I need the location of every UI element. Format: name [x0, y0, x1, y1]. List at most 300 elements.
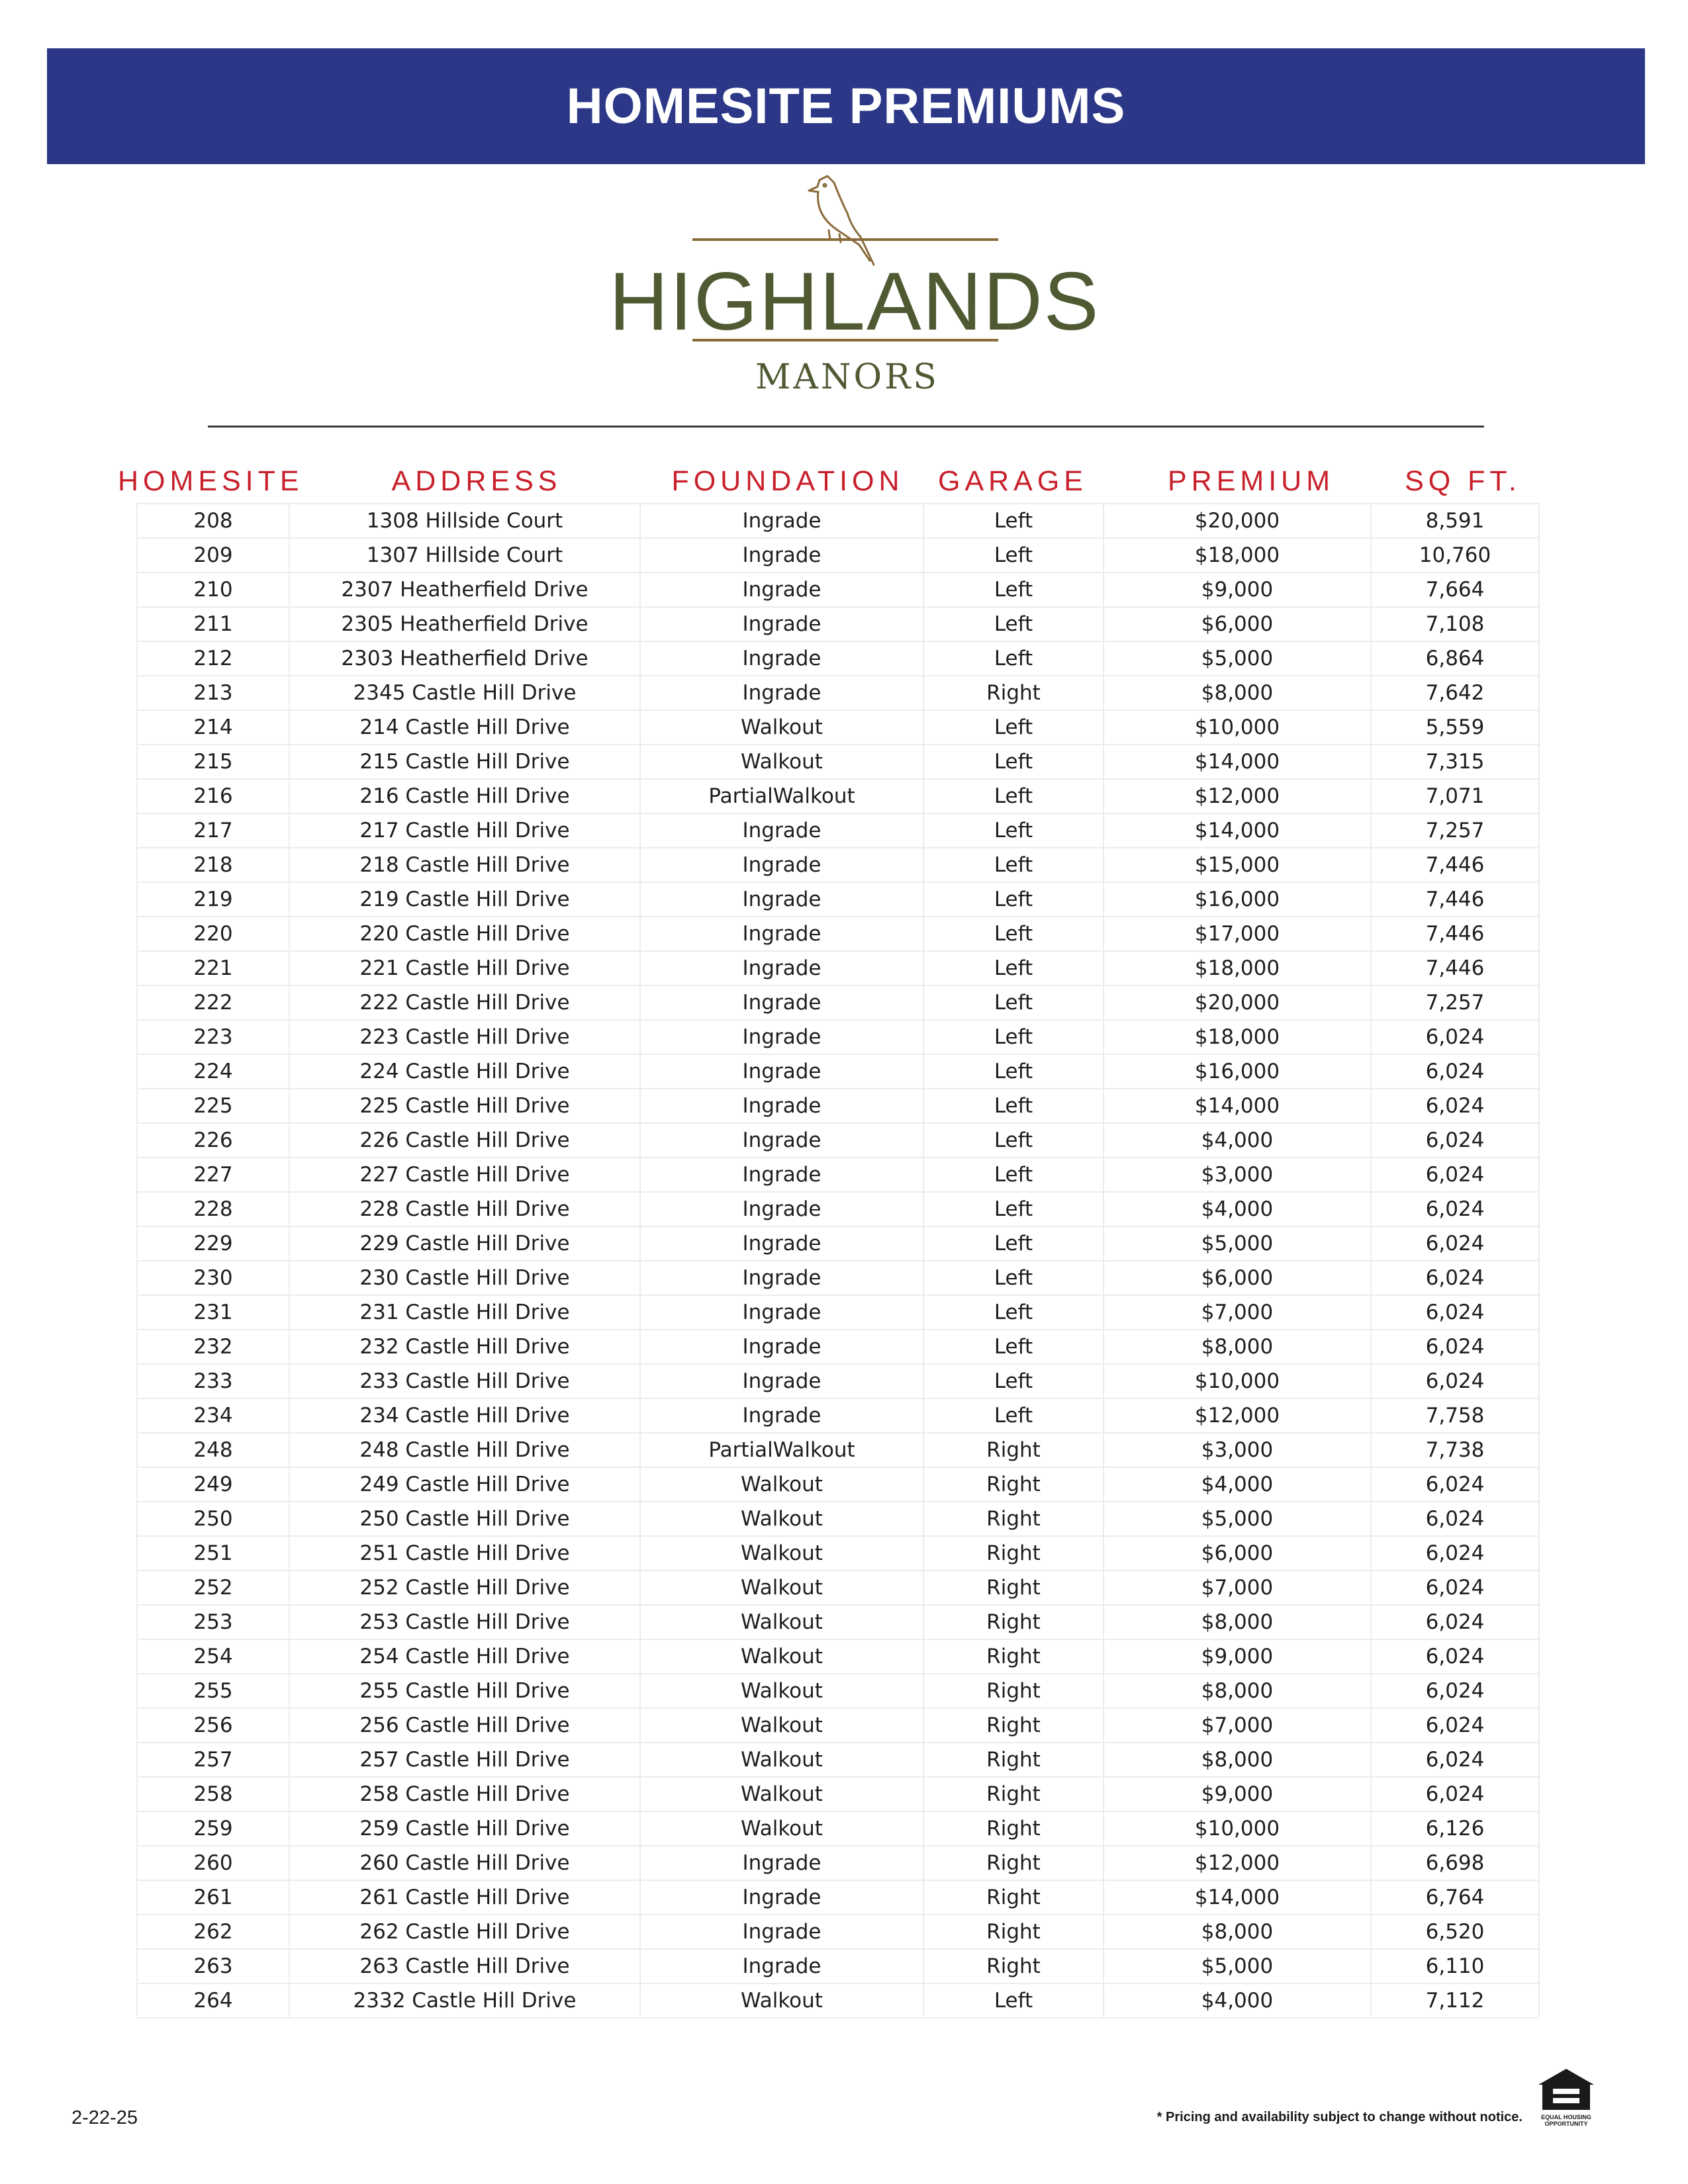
cell-sqft: 7,738 [1371, 1433, 1539, 1467]
cell-garage: Left [923, 813, 1103, 848]
cell-premium: $7,000 [1103, 1708, 1371, 1743]
cell-sqft: 6,520 [1371, 1915, 1539, 1949]
cell-premium: $10,000 [1103, 710, 1371, 745]
cell-homesite: 210 [137, 572, 289, 607]
cell-homesite: 219 [137, 882, 289, 917]
cell-address: 232 Castle Hill Drive [289, 1330, 640, 1364]
header-divider [208, 426, 1484, 428]
cell-premium: $8,000 [1103, 676, 1371, 710]
cell-sqft: 6,024 [1371, 1743, 1539, 1777]
cell-sqft: 6,024 [1371, 1708, 1539, 1743]
cell-garage: Left [923, 1192, 1103, 1226]
table-row [137, 1502, 1539, 1536]
cell-foundation: Walkout [640, 1605, 923, 1639]
cell-address: 2345 Castle Hill Drive [289, 676, 640, 710]
table-row [137, 1398, 1539, 1433]
cell-foundation: Ingrade [640, 607, 923, 641]
cell-garage: Left [923, 917, 1103, 951]
cell-premium: $4,000 [1103, 1467, 1371, 1502]
cell-garage: Right [923, 1433, 1103, 1467]
cell-homesite: 215 [137, 745, 289, 779]
highlands-manors-logo [609, 173, 1100, 412]
cell-foundation: Ingrade [640, 504, 923, 538]
cell-homesite: 264 [137, 1983, 289, 2018]
cell-homesite: 221 [137, 951, 289, 985]
cell-homesite: 228 [137, 1192, 289, 1226]
cell-foundation: Walkout [640, 1467, 923, 1502]
table-row [137, 1158, 1539, 1192]
cell-garage: Left [923, 1089, 1103, 1123]
cell-foundation: Walkout [640, 1570, 923, 1605]
table-row [137, 1364, 1539, 1398]
cell-premium: $18,000 [1103, 1020, 1371, 1054]
cell-foundation: Walkout [640, 710, 923, 745]
cell-sqft: 7,112 [1371, 1983, 1539, 2018]
cell-address: 257 Castle Hill Drive [289, 1743, 640, 1777]
cell-sqft: 6,126 [1371, 1811, 1539, 1846]
cell-sqft: 6,024 [1371, 1467, 1539, 1502]
table-row [137, 1708, 1539, 1743]
cell-foundation: Ingrade [640, 1949, 923, 1983]
cell-foundation: Ingrade [640, 1158, 923, 1192]
cell-sqft: 6,024 [1371, 1777, 1539, 1811]
cell-homesite: 224 [137, 1054, 289, 1089]
cell-garage: Left [923, 1123, 1103, 1158]
cell-address: 218 Castle Hill Drive [289, 848, 640, 882]
cell-sqft: 7,446 [1371, 917, 1539, 951]
col-header-premium: PREMIUM [1167, 465, 1335, 497]
cell-foundation: Ingrade [640, 1226, 923, 1261]
cell-premium: $6,000 [1103, 1536, 1371, 1570]
cell-address: 230 Castle Hill Drive [289, 1261, 640, 1295]
cell-garage: Left [923, 985, 1103, 1020]
table-row [137, 1811, 1539, 1846]
cell-foundation: Walkout [640, 1743, 923, 1777]
cell-garage: Right [923, 1467, 1103, 1502]
cell-address: 217 Castle Hill Drive [289, 813, 640, 848]
table-row [137, 1983, 1539, 2018]
table-body [137, 504, 1539, 2018]
cell-foundation: Ingrade [640, 641, 923, 676]
table-row [137, 1570, 1539, 1605]
cell-foundation: Ingrade [640, 538, 923, 572]
cell-garage: Left [923, 504, 1103, 538]
cell-sqft: 7,446 [1371, 951, 1539, 985]
cell-address: 255 Castle Hill Drive [289, 1674, 640, 1708]
cell-premium: $16,000 [1103, 1054, 1371, 1089]
table-row [137, 607, 1539, 641]
cell-sqft: 7,257 [1371, 813, 1539, 848]
cell-foundation: Walkout [640, 1674, 923, 1708]
cell-homesite: 260 [137, 1846, 289, 1880]
cell-address: 252 Castle Hill Drive [289, 1570, 640, 1605]
cell-garage: Left [923, 1398, 1103, 1433]
cell-foundation: Walkout [640, 745, 923, 779]
title-banner [47, 48, 1645, 164]
cell-homesite: 252 [137, 1570, 289, 1605]
cell-garage: Right [923, 1570, 1103, 1605]
cell-garage: Right [923, 1708, 1103, 1743]
cell-premium: $15,000 [1103, 848, 1371, 882]
cell-foundation: Ingrade [640, 1054, 923, 1089]
cell-homesite: 214 [137, 710, 289, 745]
cell-sqft: 7,257 [1371, 985, 1539, 1020]
cell-address: 260 Castle Hill Drive [289, 1846, 640, 1880]
cell-sqft: 6,024 [1371, 1123, 1539, 1158]
table-row [137, 572, 1539, 607]
cell-garage: Right [923, 1743, 1103, 1777]
col-header-garage: GARAGE [938, 465, 1088, 497]
cell-sqft: 6,024 [1371, 1605, 1539, 1639]
cell-garage: Left [923, 848, 1103, 882]
cell-garage: Left [923, 1983, 1103, 2018]
cell-homesite: 220 [137, 917, 289, 951]
table-row [137, 1915, 1539, 1949]
cell-address: 222 Castle Hill Drive [289, 985, 640, 1020]
cell-garage: Left [923, 745, 1103, 779]
cell-garage: Right [923, 1502, 1103, 1536]
cell-garage: Left [923, 572, 1103, 607]
cell-foundation: Ingrade [640, 813, 923, 848]
cell-sqft: 6,024 [1371, 1536, 1539, 1570]
table-row [137, 538, 1539, 572]
cell-address: 253 Castle Hill Drive [289, 1605, 640, 1639]
cell-address: 263 Castle Hill Drive [289, 1949, 640, 1983]
cell-premium: $12,000 [1103, 779, 1371, 813]
cell-sqft: 6,024 [1371, 1089, 1539, 1123]
column-headers [0, 461, 1688, 501]
cell-homesite: 209 [137, 538, 289, 572]
cell-sqft: 6,024 [1371, 1570, 1539, 1605]
cell-homesite: 226 [137, 1123, 289, 1158]
cell-sqft: 6,024 [1371, 1261, 1539, 1295]
cell-garage: Right [923, 1811, 1103, 1846]
cell-sqft: 6,864 [1371, 641, 1539, 676]
cell-premium: $5,000 [1103, 641, 1371, 676]
cell-foundation: Ingrade [640, 1880, 923, 1915]
cell-homesite: 213 [137, 676, 289, 710]
cell-homesite: 263 [137, 1949, 289, 1983]
cell-address: 258 Castle Hill Drive [289, 1777, 640, 1811]
cell-foundation: Ingrade [640, 1123, 923, 1158]
cell-garage: Left [923, 1020, 1103, 1054]
cell-premium: $5,000 [1103, 1949, 1371, 1983]
cell-foundation: Ingrade [640, 572, 923, 607]
cell-premium: $12,000 [1103, 1846, 1371, 1880]
cell-premium: $10,000 [1103, 1364, 1371, 1398]
cell-address: 259 Castle Hill Drive [289, 1811, 640, 1846]
cell-sqft: 6,024 [1371, 1158, 1539, 1192]
cell-sqft: 6,024 [1371, 1020, 1539, 1054]
cell-garage: Left [923, 1295, 1103, 1330]
cell-foundation: Ingrade [640, 1020, 923, 1054]
cell-premium: $8,000 [1103, 1915, 1371, 1949]
cell-sqft: 5,559 [1371, 710, 1539, 745]
cell-foundation: Ingrade [640, 1398, 923, 1433]
table-row [137, 985, 1539, 1020]
cell-foundation: Ingrade [640, 917, 923, 951]
cell-foundation: PartialWalkout [640, 1433, 923, 1467]
cell-garage: Right [923, 1605, 1103, 1639]
equal-housing-opportunity-icon [1533, 2066, 1599, 2114]
table-row [137, 1846, 1539, 1880]
cell-premium: $14,000 [1103, 745, 1371, 779]
cell-premium: $18,000 [1103, 951, 1371, 985]
cell-address: 223 Castle Hill Drive [289, 1020, 640, 1054]
cell-premium: $17,000 [1103, 917, 1371, 951]
table-row [137, 1020, 1539, 1054]
cell-address: 225 Castle Hill Drive [289, 1089, 640, 1123]
table-row [137, 1433, 1539, 1467]
cell-address: 248 Castle Hill Drive [289, 1433, 640, 1467]
cell-homesite: 212 [137, 641, 289, 676]
cell-homesite: 218 [137, 848, 289, 882]
table-row [137, 1123, 1539, 1158]
cell-premium: $3,000 [1103, 1158, 1371, 1192]
cell-address: 2303 Heatherfield Drive [289, 641, 640, 676]
cell-garage: Left [923, 951, 1103, 985]
cell-address: 221 Castle Hill Drive [289, 951, 640, 985]
cell-garage: Right [923, 676, 1103, 710]
pricing-disclaimer: * Pricing and availability subject to change without notice. [1156, 2110, 1523, 2124]
logo-subtitle: MANORS [755, 357, 939, 397]
cell-premium: $7,000 [1103, 1570, 1371, 1605]
cell-premium: $14,000 [1103, 813, 1371, 848]
cell-garage: Right [923, 1949, 1103, 1983]
cell-sqft: 7,446 [1371, 882, 1539, 917]
cell-address: 262 Castle Hill Drive [289, 1915, 640, 1949]
table-row [137, 1089, 1539, 1123]
cell-homesite: 211 [137, 607, 289, 641]
cell-sqft: 7,642 [1371, 676, 1539, 710]
cell-sqft: 6,024 [1371, 1295, 1539, 1330]
cell-garage: Left [923, 641, 1103, 676]
cell-garage: Right [923, 1639, 1103, 1674]
table-row [137, 1536, 1539, 1570]
cell-sqft: 7,071 [1371, 779, 1539, 813]
cell-address: 251 Castle Hill Drive [289, 1536, 640, 1570]
cell-foundation: Ingrade [640, 676, 923, 710]
col-header-sqft: SQ FT. [1405, 465, 1521, 497]
table-row [137, 710, 1539, 745]
page-title: HOMESITE PREMIUMS [566, 78, 1126, 134]
table-row [137, 1467, 1539, 1502]
cell-garage: Left [923, 1364, 1103, 1398]
cell-foundation: PartialWalkout [640, 779, 923, 813]
cell-address: 224 Castle Hill Drive [289, 1054, 640, 1089]
cell-homesite: 230 [137, 1261, 289, 1295]
cell-foundation: Ingrade [640, 1364, 923, 1398]
cell-garage: Left [923, 1330, 1103, 1364]
cell-premium: $4,000 [1103, 1192, 1371, 1226]
cell-garage: Left [923, 1054, 1103, 1089]
table-row [137, 1949, 1539, 1983]
cell-premium: $3,000 [1103, 1433, 1371, 1467]
cell-foundation: Walkout [640, 1983, 923, 2018]
cell-homesite: 233 [137, 1364, 289, 1398]
cell-address: 233 Castle Hill Drive [289, 1364, 640, 1398]
table-row [137, 779, 1539, 813]
cell-homesite: 223 [137, 1020, 289, 1054]
cell-address: 231 Castle Hill Drive [289, 1295, 640, 1330]
cell-address: 250 Castle Hill Drive [289, 1502, 640, 1536]
cell-homesite: 249 [137, 1467, 289, 1502]
cell-sqft: 6,698 [1371, 1846, 1539, 1880]
table-row [137, 1226, 1539, 1261]
cell-homesite: 251 [137, 1536, 289, 1570]
cell-garage: Right [923, 1777, 1103, 1811]
cell-premium: $16,000 [1103, 882, 1371, 917]
cell-garage: Left [923, 779, 1103, 813]
cell-foundation: Ingrade [640, 1192, 923, 1226]
cell-homesite: 259 [137, 1811, 289, 1846]
cell-address: 227 Castle Hill Drive [289, 1158, 640, 1192]
equal-housing-opportunity-logo [1533, 2066, 1599, 2132]
col-header-homesite: HOMESITE [118, 465, 304, 497]
cell-address: 226 Castle Hill Drive [289, 1123, 640, 1158]
cell-homesite: 261 [137, 1880, 289, 1915]
cell-address: 2305 Heatherfield Drive [289, 607, 640, 641]
cell-premium: $8,000 [1103, 1674, 1371, 1708]
cell-sqft: 6,024 [1371, 1192, 1539, 1226]
cell-foundation: Ingrade [640, 1330, 923, 1364]
cell-sqft: 8,591 [1371, 504, 1539, 538]
table-row [137, 1295, 1539, 1330]
cell-homesite: 225 [137, 1089, 289, 1123]
table-row [137, 1639, 1539, 1674]
cell-premium: $6,000 [1103, 607, 1371, 641]
cell-homesite: 256 [137, 1708, 289, 1743]
cell-address: 214 Castle Hill Drive [289, 710, 640, 745]
cell-homesite: 216 [137, 779, 289, 813]
cell-garage: Right [923, 1915, 1103, 1949]
cell-homesite: 262 [137, 1915, 289, 1949]
cell-foundation: Walkout [640, 1639, 923, 1674]
cell-foundation: Walkout [640, 1708, 923, 1743]
cell-sqft: 10,760 [1371, 538, 1539, 572]
cell-address: 220 Castle Hill Drive [289, 917, 640, 951]
table-row [137, 1261, 1539, 1295]
document-date: 2-22-25 [71, 2107, 138, 2128]
table-row [137, 882, 1539, 917]
cell-address: 256 Castle Hill Drive [289, 1708, 640, 1743]
cell-homesite: 229 [137, 1226, 289, 1261]
cell-premium: $6,000 [1103, 1261, 1371, 1295]
cell-address: 1307 Hillside Court [289, 538, 640, 572]
cell-sqft: 7,758 [1371, 1398, 1539, 1433]
table-row [137, 917, 1539, 951]
cell-premium: $5,000 [1103, 1226, 1371, 1261]
cell-garage: Right [923, 1536, 1103, 1570]
cell-premium: $8,000 [1103, 1330, 1371, 1364]
table-row [137, 1054, 1539, 1089]
cell-sqft: 6,110 [1371, 1949, 1539, 1983]
cell-address: 249 Castle Hill Drive [289, 1467, 640, 1502]
cell-address: 215 Castle Hill Drive [289, 745, 640, 779]
cell-sqft: 6,024 [1371, 1330, 1539, 1364]
logo-wordmark: HIGHLANDS [609, 256, 1100, 347]
cell-homesite: 257 [137, 1743, 289, 1777]
cell-sqft: 6,024 [1371, 1226, 1539, 1261]
cell-garage: Left [923, 1261, 1103, 1295]
cell-premium: $7,000 [1103, 1295, 1371, 1330]
cell-foundation: Ingrade [640, 1089, 923, 1123]
cell-homesite: 255 [137, 1674, 289, 1708]
cell-homesite: 253 [137, 1605, 289, 1639]
eho-label-line1: EQUAL HOUSING [1541, 2114, 1591, 2120]
cell-sqft: 7,664 [1371, 572, 1539, 607]
table-row [137, 813, 1539, 848]
table-row [137, 1777, 1539, 1811]
cell-foundation: Ingrade [640, 1295, 923, 1330]
col-header-address: ADDRESS [391, 465, 562, 497]
cell-premium: $9,000 [1103, 1777, 1371, 1811]
cell-homesite: 231 [137, 1295, 289, 1330]
cell-foundation: Walkout [640, 1777, 923, 1811]
cell-premium: $4,000 [1103, 1123, 1371, 1158]
cell-sqft: 6,024 [1371, 1639, 1539, 1674]
cell-homesite: 217 [137, 813, 289, 848]
table-row [137, 1330, 1539, 1364]
table-row [137, 848, 1539, 882]
cell-premium: $9,000 [1103, 572, 1371, 607]
table-row [137, 1674, 1539, 1708]
cell-premium: $20,000 [1103, 985, 1371, 1020]
table-row [137, 1192, 1539, 1226]
cell-address: 219 Castle Hill Drive [289, 882, 640, 917]
cell-premium: $4,000 [1103, 1983, 1371, 2018]
cell-homesite: 227 [137, 1158, 289, 1192]
cell-foundation: Walkout [640, 1811, 923, 1846]
cell-premium: $18,000 [1103, 538, 1371, 572]
cell-homesite: 258 [137, 1777, 289, 1811]
cell-address: 228 Castle Hill Drive [289, 1192, 640, 1226]
table-row [137, 676, 1539, 710]
cell-premium: $12,000 [1103, 1398, 1371, 1433]
table-row [137, 1605, 1539, 1639]
cell-garage: Left [923, 882, 1103, 917]
cell-foundation: Ingrade [640, 985, 923, 1020]
cell-sqft: 7,108 [1371, 607, 1539, 641]
cell-garage: Left [923, 538, 1103, 572]
col-header-foundation: FOUNDATION [671, 465, 904, 497]
cell-garage: Left [923, 607, 1103, 641]
cell-sqft: 7,446 [1371, 848, 1539, 882]
cell-foundation: Ingrade [640, 1261, 923, 1295]
cell-foundation: Ingrade [640, 1915, 923, 1949]
table-row [137, 1880, 1539, 1915]
cell-homesite: 254 [137, 1639, 289, 1674]
cell-homesite: 250 [137, 1502, 289, 1536]
cell-premium: $14,000 [1103, 1089, 1371, 1123]
cell-garage: Left [923, 1226, 1103, 1261]
cell-premium: $20,000 [1103, 504, 1371, 538]
table-row [137, 504, 1539, 538]
cell-premium: $5,000 [1103, 1502, 1371, 1536]
cell-homesite: 232 [137, 1330, 289, 1364]
cell-foundation: Ingrade [640, 1846, 923, 1880]
cell-premium: $8,000 [1103, 1743, 1371, 1777]
cell-sqft: 6,024 [1371, 1674, 1539, 1708]
cell-foundation: Ingrade [640, 848, 923, 882]
cell-garage: Right [923, 1880, 1103, 1915]
cell-foundation: Walkout [640, 1502, 923, 1536]
cell-premium: $9,000 [1103, 1639, 1371, 1674]
cell-homesite: 248 [137, 1433, 289, 1467]
cell-garage: Left [923, 710, 1103, 745]
table-row [137, 1743, 1539, 1777]
cell-garage: Right [923, 1846, 1103, 1880]
